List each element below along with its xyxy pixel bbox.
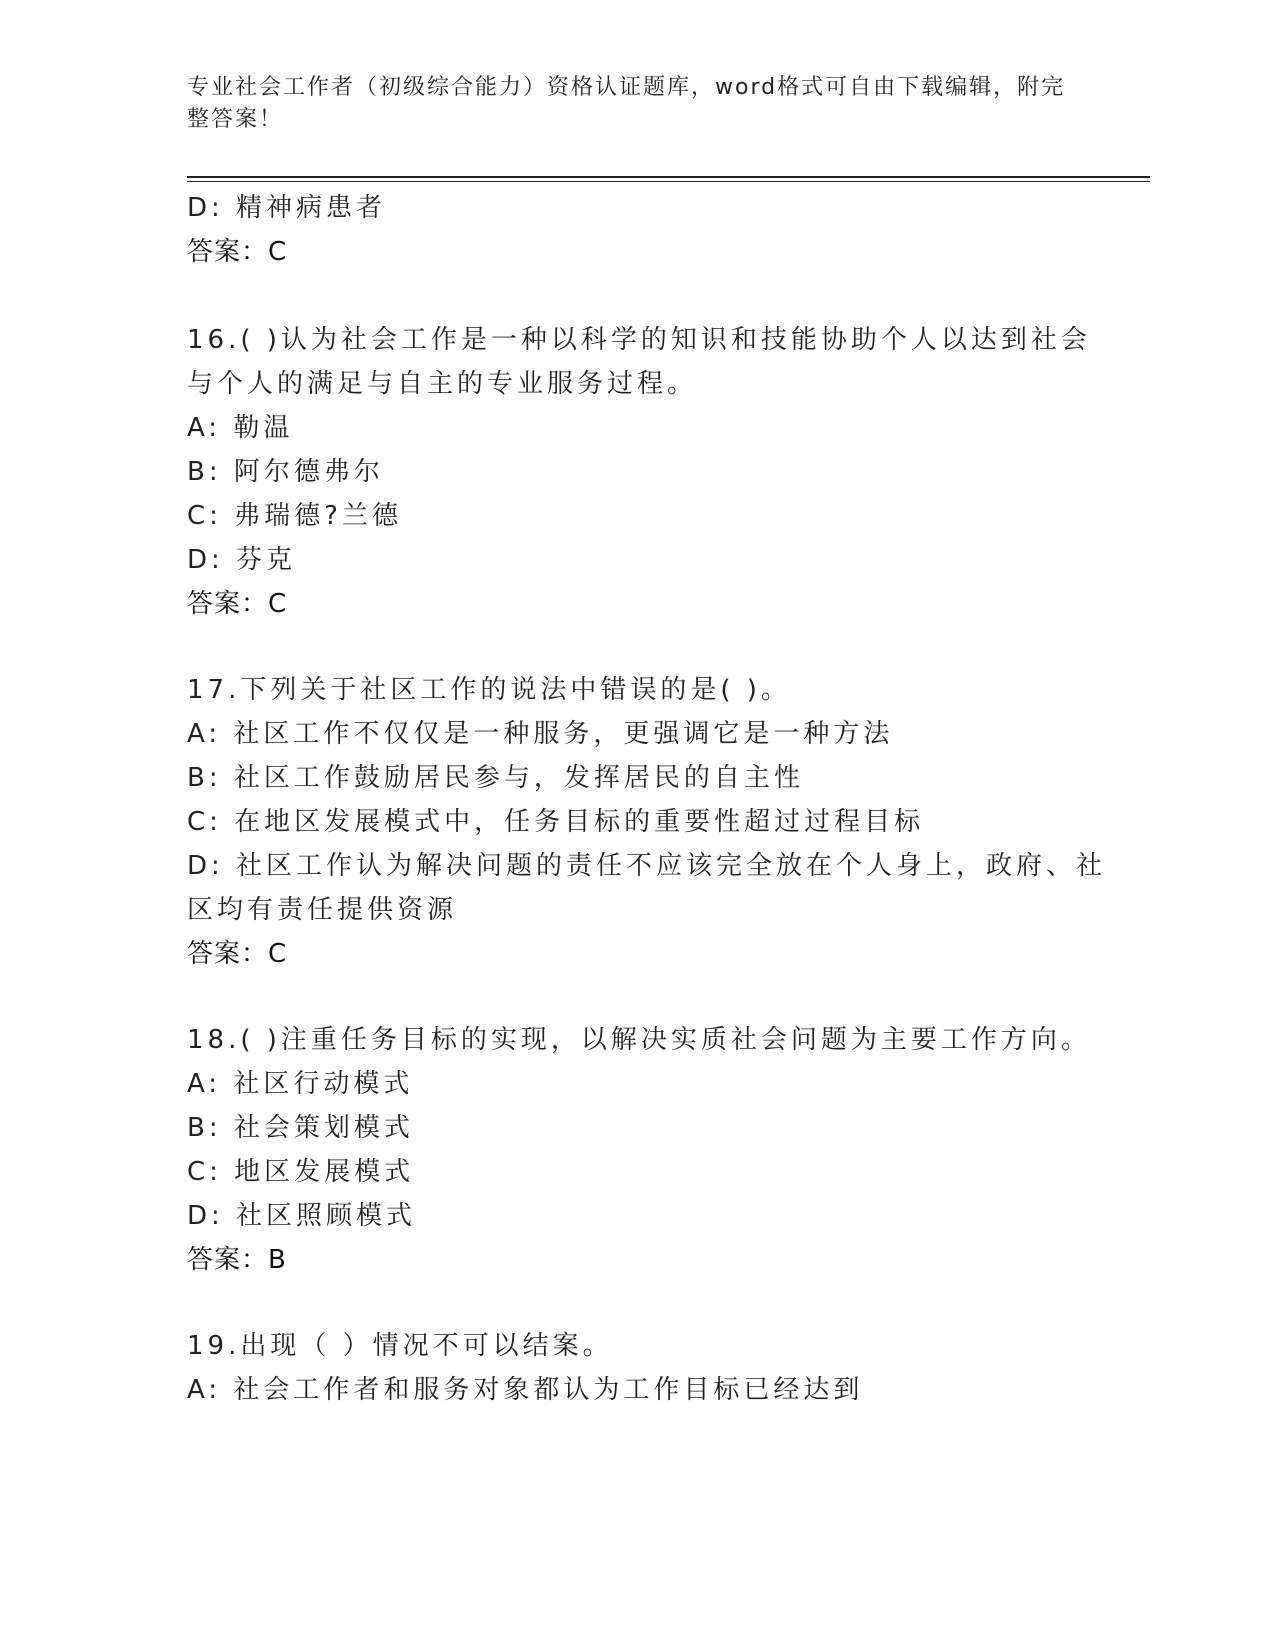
prev-question-option-d: D: 精神病患者 bbox=[187, 193, 387, 223]
q16-option-b: B: 阿尔德弗尔 bbox=[187, 457, 384, 487]
q17-option-c: C: 在地区发展模式中，任务目标的重要性超过过程目标 bbox=[187, 807, 925, 837]
document-header: 专业社会工作者（初级综合能力）资格认证题库，word格式可自由下载编辑，附完整答案！ bbox=[187, 75, 1066, 132]
q19-option-a: A: 社会工作者和服务对象都认为工作目标已经达到 bbox=[187, 1375, 864, 1405]
header-rule-thick bbox=[187, 176, 1150, 178]
q19-stem: 19.出现（ ）情况不可以结案。 bbox=[187, 1331, 613, 1361]
q16-option-d: D: 芬克 bbox=[187, 545, 297, 575]
q18-option-d: D: 社区照顾模式 bbox=[187, 1201, 417, 1231]
q16-stem-line2: 与个人的满足与自主的专业服务过程。 bbox=[187, 369, 698, 399]
q16-option-a: A: 勒温 bbox=[187, 413, 294, 443]
q17-stem: 17.下列关于社区工作的说法中错误的是( )。 bbox=[187, 675, 791, 705]
q16-stem-line1: 16.( )认为社会工作是一种以科学的知识和技能协助个人以达到社会 bbox=[187, 325, 1091, 355]
q16-option-c: C: 弗瑞德?兰德 bbox=[187, 501, 402, 531]
q17-option-d-line2: 区均有责任提供资源 bbox=[187, 895, 458, 925]
q18-option-c: C: 地区发展模式 bbox=[187, 1157, 415, 1187]
q18-option-b: B: 社会策划模式 bbox=[187, 1113, 414, 1143]
q18-option-a: A: 社区行动模式 bbox=[187, 1069, 414, 1099]
q17-answer: 答案：C bbox=[187, 939, 288, 969]
q17-option-a: A: 社区工作不仅仅是一种服务，更强调它是一种方法 bbox=[187, 719, 894, 749]
q17-option-b: B: 社区工作鼓励居民参与，发挥居民的自主性 bbox=[187, 763, 804, 793]
q18-stem: 18.( )注重任务目标的实现，以解决实质社会问题为主要工作方向。 bbox=[187, 1025, 1091, 1055]
q16-answer: 答案：C bbox=[187, 589, 288, 619]
prev-question-answer: 答案：C bbox=[187, 237, 288, 267]
q17-option-d-line1: D: 社区工作认为解决问题的责任不应该完全放在个人身上，政府、社 bbox=[187, 851, 1107, 881]
q18-answer: 答案：B bbox=[187, 1245, 287, 1275]
header-rule-thin bbox=[187, 181, 1150, 182]
